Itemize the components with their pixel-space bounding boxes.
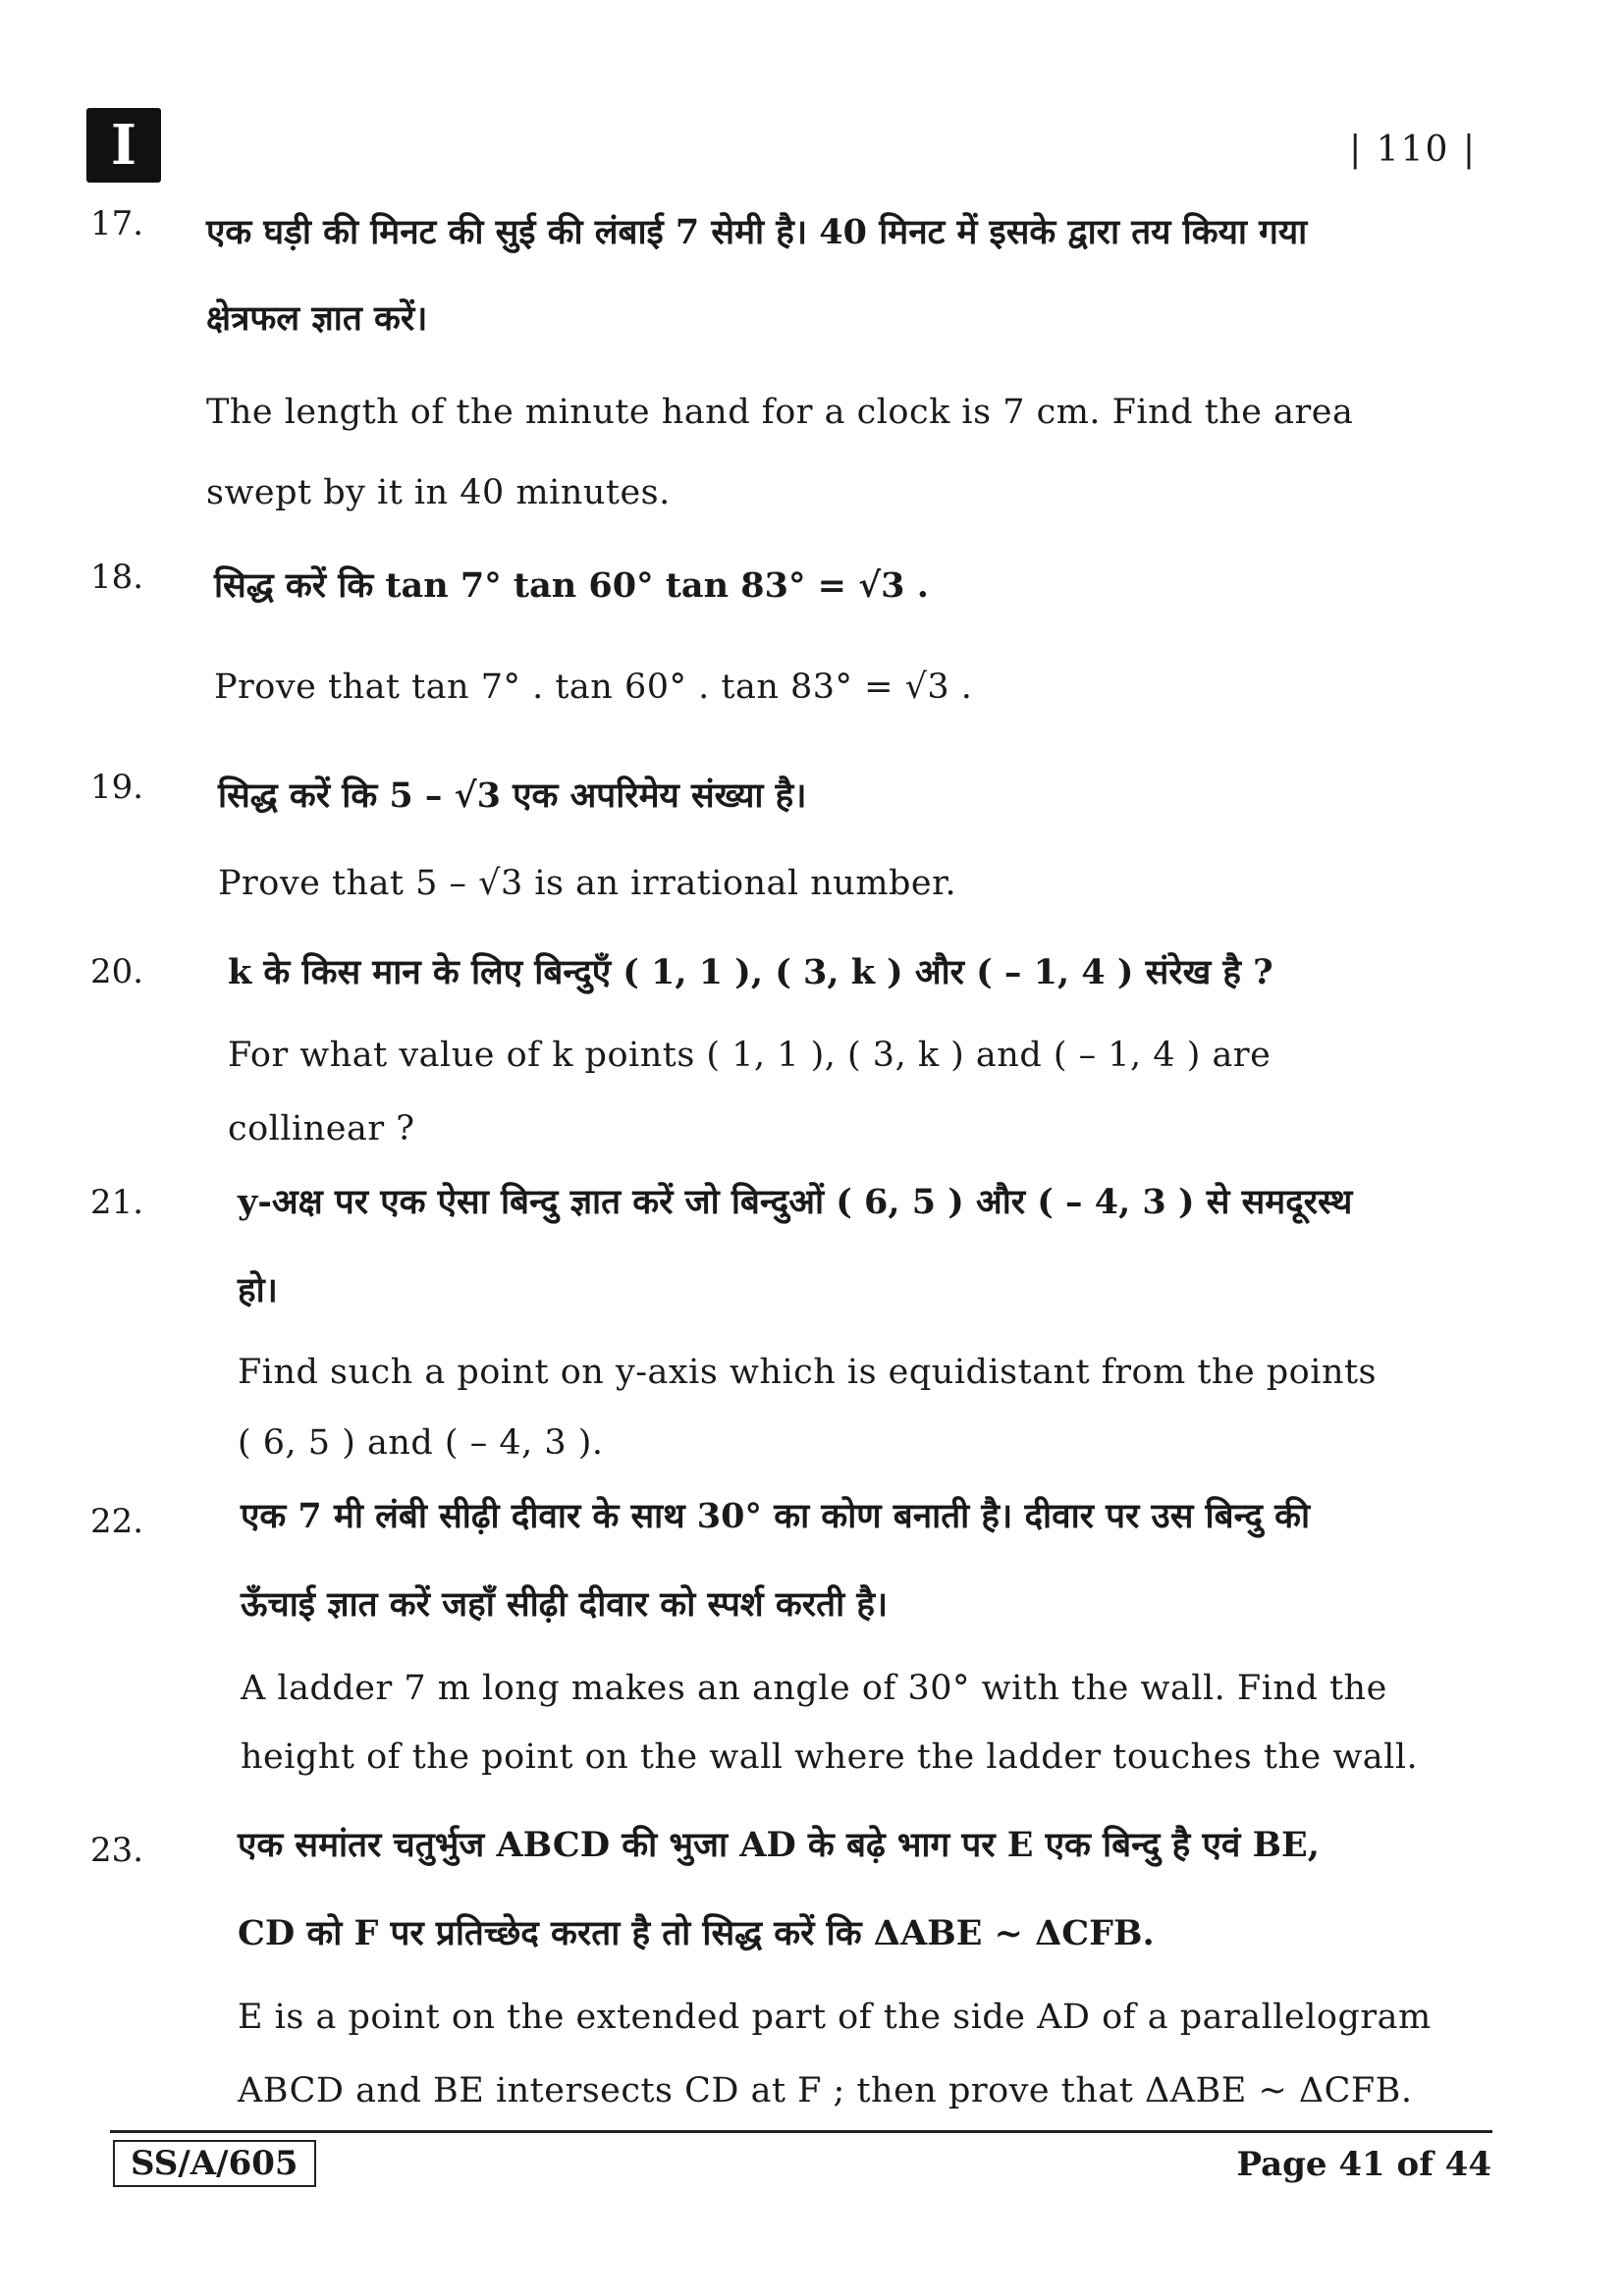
question-text-english: height of the point on the wall where the ladder touches the wall.: [241, 1737, 1419, 1777]
section-badge: I: [86, 108, 161, 183]
question-text-hindi: हो।: [238, 1270, 278, 1310]
question-text-hindi: सिद्ध करें कि 5 – √3 एक अपरिमेय संख्या है।: [218, 775, 807, 816]
paper-code: SS/A/605: [113, 2140, 316, 2187]
question-number: 17.: [90, 204, 144, 243]
question-number: 20.: [90, 952, 144, 991]
question-text-hindi: क्षेत्रफल ज्ञात करें।: [206, 298, 428, 339]
question-text-english: ( 6, 5 ) and ( – 4, 3 ).: [238, 1423, 604, 1463]
question-number: 22.: [90, 1502, 144, 1541]
question-text-hindi: एक 7 मी लंबी सीढ़ी दीवार के साथ 30° का कोण बनाती है। दीवार पर उस बिन्दु की: [241, 1496, 1311, 1536]
question-text-hindi: एक समांतर चतुर्भुज ABCD की भुजा AD के बढ़े भाग पर E एक बिन्दु है एवं BE,: [238, 1825, 1320, 1865]
question-text-hindi: ऊँचाई ज्ञात करें जहाँ सीढ़ी दीवार को स्पर्श करती है।: [241, 1584, 889, 1625]
question-text-english: collinear ?: [228, 1109, 415, 1148]
question-text-hindi: एक घड़ी की मिनट की सुई की लंबाई 7 सेमी है। 40 मिनट में इसके द्वारा तय किया गया: [206, 212, 1308, 252]
question-number: 19.: [90, 768, 144, 807]
question-text-english: swept by it in 40 minutes.: [206, 473, 671, 512]
question-number: 21.: [90, 1183, 144, 1222]
question-text-hindi: y-अक्ष पर एक ऐसा बिन्दु ज्ञात करें जो बिन्दुओं ( 6, 5 ) और ( – 4, 3 ) से समदूरस्थ: [238, 1182, 1353, 1222]
question-text-hindi: सिद्ध करें कि tan 7° tan 60° tan 83° = √3 .: [214, 565, 929, 606]
question-text-english: Find such a point on y-axis which is equidistant from the points: [238, 1353, 1378, 1392]
question-text-english: ABCD and BE intersects CD at F ; then prove that ΔABE ~ ΔCFB.: [238, 2071, 1413, 2110]
footer-divider: [110, 2130, 1492, 2133]
question-number: 23.: [90, 1831, 144, 1870]
question-text-hindi: CD को F पर प्रतिच्छेद करता है तो सिद्ध करें कि ΔABE ~ ΔCFB.: [238, 1913, 1155, 1953]
question-text-english: A ladder 7 m long makes an angle of 30° with the wall. Find the: [241, 1669, 1387, 1708]
question-text-hindi: k के किस मान के लिए बिन्दुएँ ( 1, 1 ), ( 3, k ) और ( – 1, 4 ) संरेख है ?: [228, 952, 1273, 992]
page-marker: | 110 |: [1349, 130, 1477, 170]
question-number: 18.: [90, 558, 144, 597]
question-text-english: E is a point on the extended part of the side AD of a parallelogram: [238, 1998, 1432, 2037]
question-text-english: Prove that tan 7° . tan 60° . tan 83° = √3 .: [214, 667, 973, 707]
question-text-english: The length of the minute hand for a clock is 7 cm. Find the area: [206, 393, 1354, 432]
question-text-english: For what value of k points ( 1, 1 ), ( 3, k ) and ( – 1, 4 ) are: [228, 1036, 1272, 1075]
question-text-english: Prove that 5 – √3 is an irrational number.: [218, 864, 957, 903]
page-number: Page 41 of 44: [1236, 2145, 1491, 2184]
